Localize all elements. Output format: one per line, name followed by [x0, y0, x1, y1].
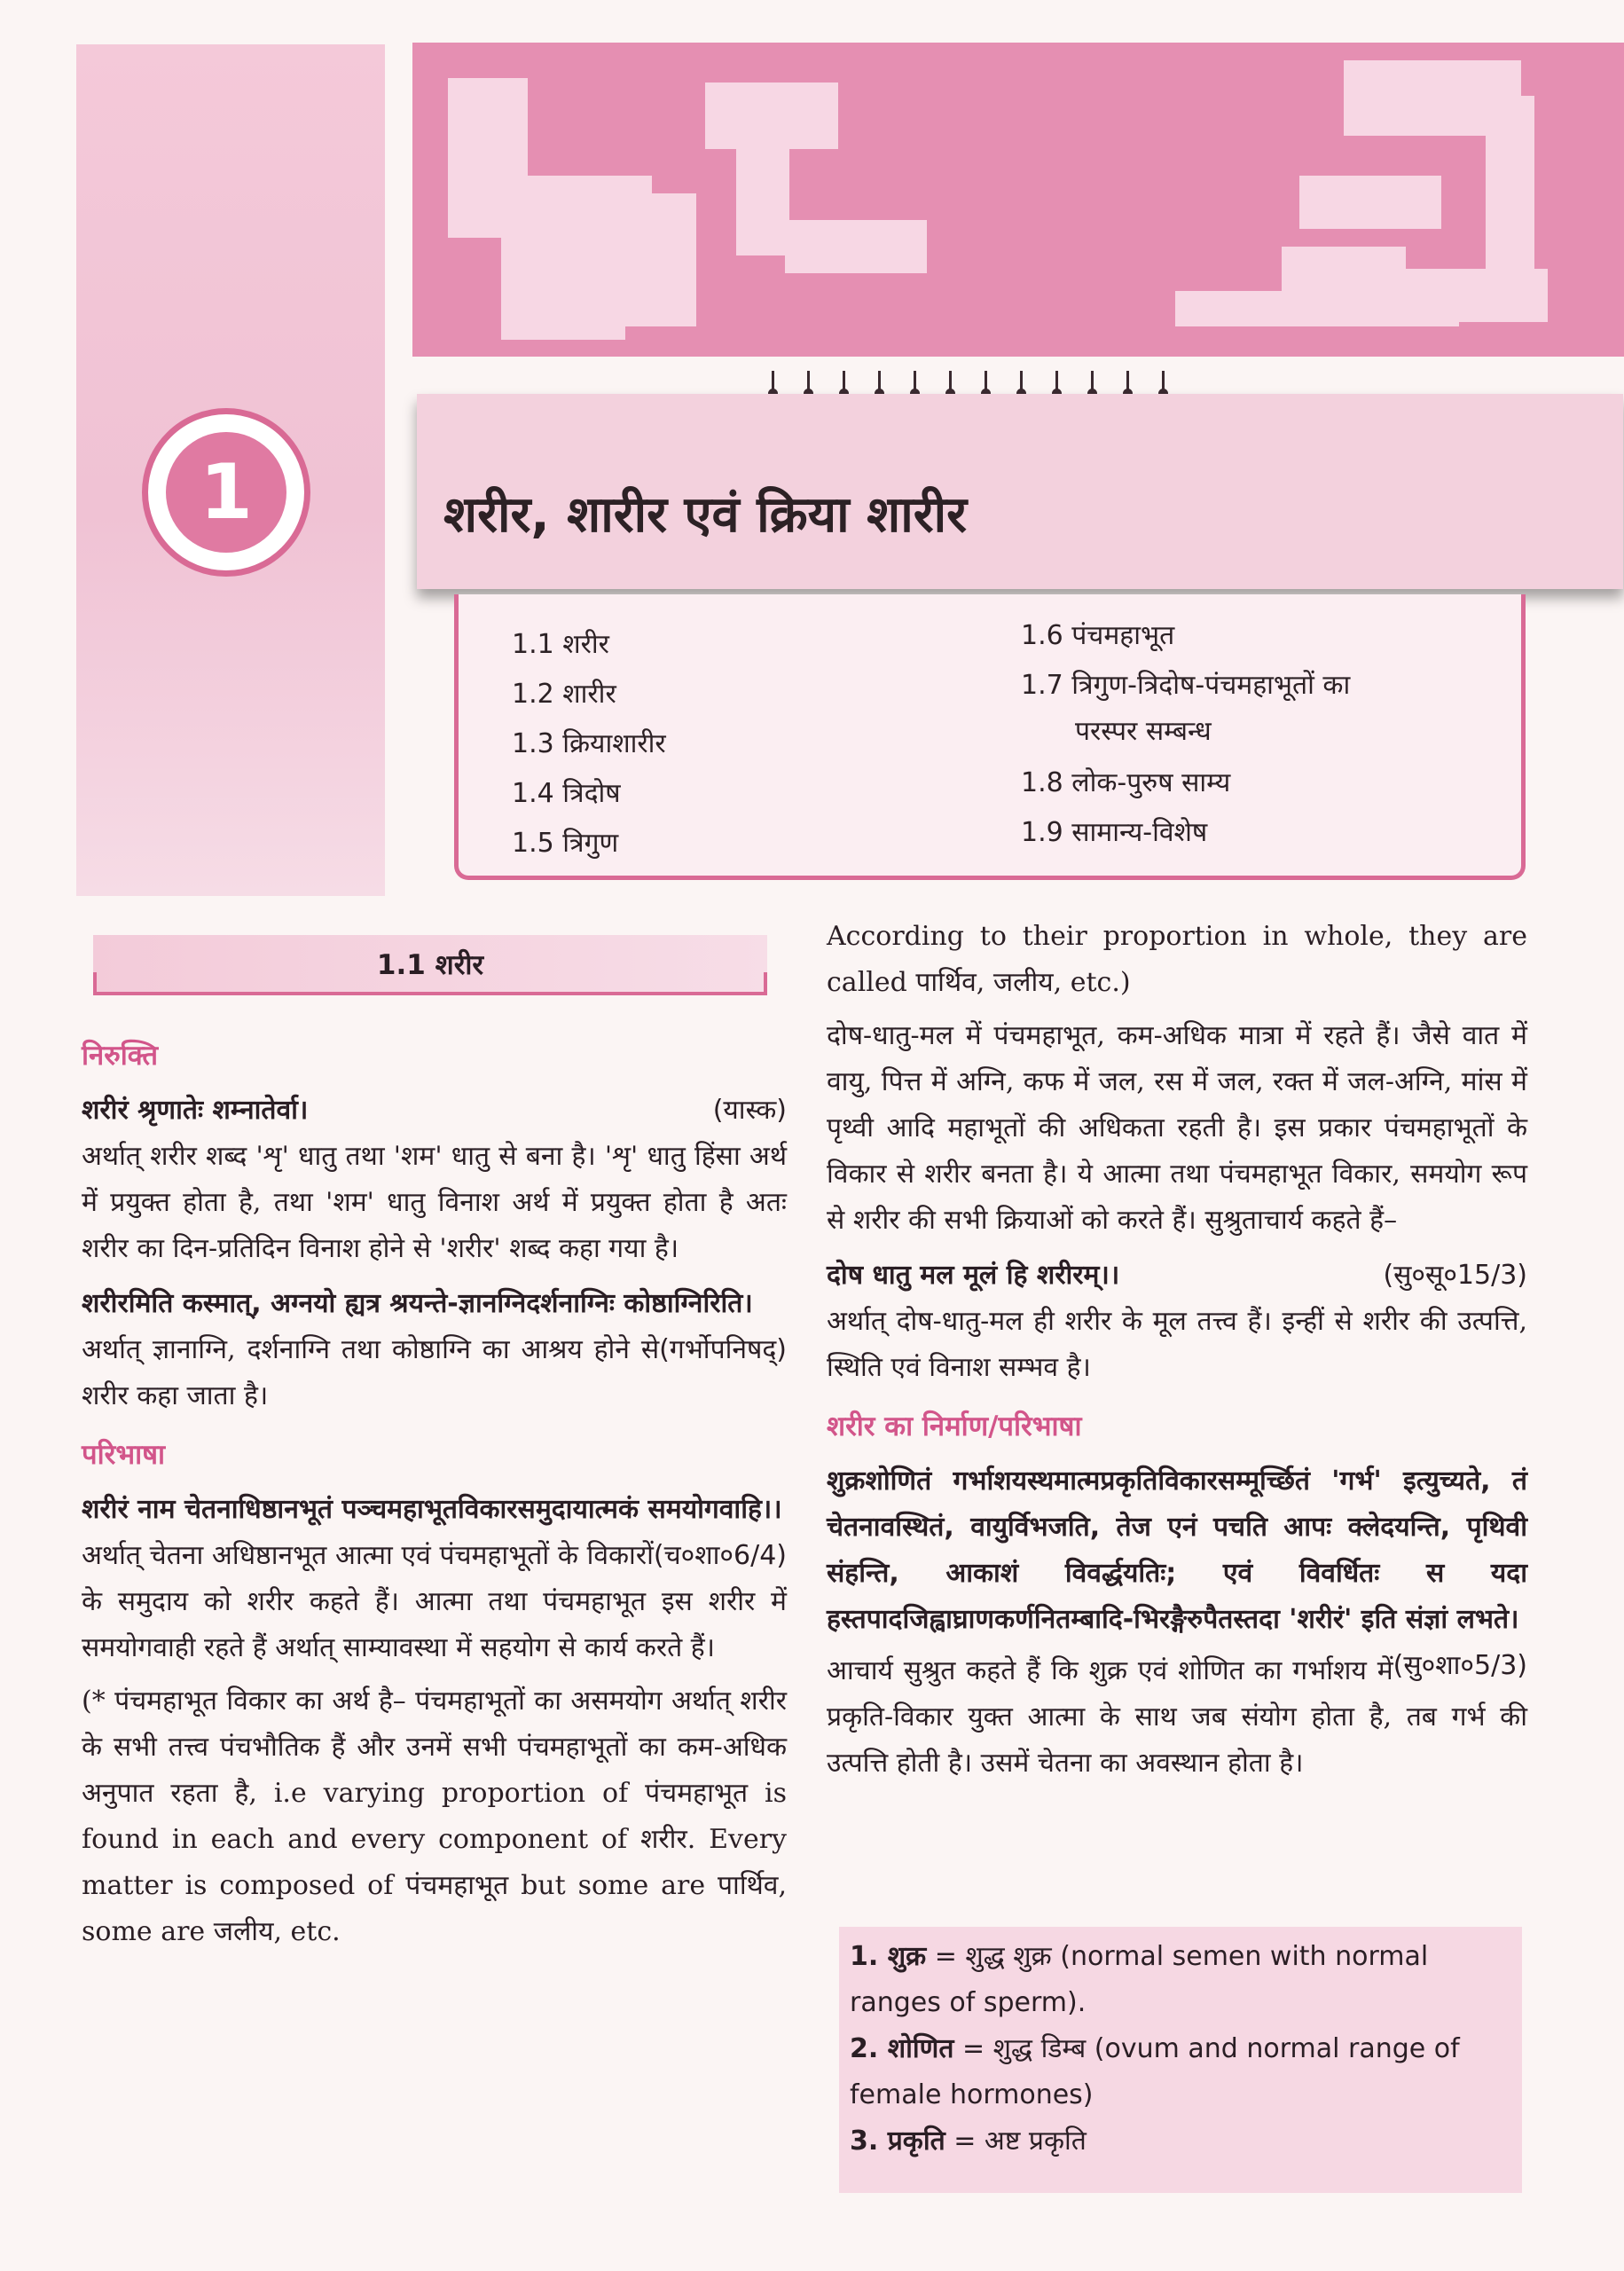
verse-text: शरीरं नाम चेतनाधिष्ठानभूतं पञ्चमहाभूतविकारसमुदायात्मकं समयोगवाहि।। — [82, 1494, 782, 1525]
toc-item: 1.3 क्रियाशारीर — [512, 728, 666, 759]
toc-item: 1.4 त्रिदोष — [512, 778, 621, 809]
toc-item: 1.5 त्रिगुण — [512, 828, 619, 859]
definition-text: = शुद्ध डिम्ब (ovum and normal range of female hormones) — [850, 2033, 1460, 2110]
toc-item: 1.6 पंचमहाभूत — [1021, 620, 1175, 651]
heading-paribhasha: परिभाषा — [82, 1439, 166, 1471]
definition-item — [850, 2118, 1506, 2165]
verse — [82, 1088, 787, 1134]
heading-nirukti: निरुक्ति — [82, 1040, 159, 1072]
definition-text: = शुद्ध शुक्र (normal semen with normal ranges of sperm). — [850, 1941, 1429, 2018]
definition-term: 3. प्रकृति — [850, 2126, 945, 2157]
verse-reference: (सु०शा०5/3) — [1393, 1650, 1527, 1681]
definition-term: 2. शोणित — [850, 2033, 954, 2064]
toc-item: 1.9 सामान्य-विशेष — [1021, 817, 1208, 848]
left-column — [82, 1020, 787, 1955]
definitions-box — [839, 1927, 1522, 2193]
chapter-title: शरीर, शारीर एवं क्रिया शारीर — [443, 486, 968, 544]
section-heading: 1.1 शरीर — [376, 949, 484, 981]
verse-reference: (गर्भोपनिषद्) — [659, 1334, 787, 1365]
chapter-number: 1 — [166, 432, 286, 553]
chapter-number-badge — [142, 408, 310, 577]
verse — [827, 1458, 1527, 1681]
toc-item: 1.1 शरीर — [512, 629, 609, 660]
definition-item — [850, 1934, 1506, 2026]
toc-item: 1.2 शारीर — [512, 679, 616, 710]
definition-item — [850, 2026, 1506, 2118]
definition-term: 1. शुक्र — [850, 1941, 927, 1972]
heading-nirman: शरीर का निर्माण/परिभाषा — [827, 1411, 1082, 1442]
verse-reference: (सु०सू०15/3) — [1383, 1260, 1527, 1291]
verse — [82, 1487, 787, 1571]
right-column — [827, 914, 1527, 1787]
verse-text: शरीरमिति कस्मात्, अग्नयो ह्यत्र श्रयन्ते-ज्ञानग्निदर्शनाग्निः कोष्ठाग्निरिति। — [82, 1288, 753, 1319]
paragraph: अर्थात् ज्ञानाग्नि, दर्शनाग्नि तथा कोष्ठाग्नि का आश्रय होने से शरीर कहा जाता है। — [82, 1334, 660, 1411]
toc-item: परस्पर सम्बन्ध — [1075, 716, 1212, 747]
verse-text: दोष धातु मल मूलं हि शरीरम्।। — [827, 1260, 1120, 1291]
verse — [82, 1281, 787, 1365]
paragraph: (* पंचमहाभूत विकार का अर्थ है– पंचमहाभूतों का असमयोग अर्थात् शरीर के सभी तत्त्व पंचभौतिक हैं और उनमें सभी पंचमहाभूतों का कम-अधिक अनुपात रहता है, i.e varying proportion of पंचमहाभूत is found in each and every component of शरीर. Every matter is composed of पंचमहाभूत but some are पार्थिव, some are जलीय, etc. — [82, 1686, 787, 1947]
chapter-banner — [412, 43, 1624, 357]
verse-reference: (यास्क) — [712, 1095, 787, 1126]
verse-reference: (च०शा०6/4) — [653, 1540, 787, 1571]
verse-text: शरीरं श्रृणातेः शम्नातेर्वा। — [82, 1095, 309, 1126]
paragraph: दोष-धातु-मल में पंचमहाभूत, कम-अधिक मात्रा में रहते हैं। जैसे वात में वायु, पित्त में अग्नि, कफ में जल, रस में जल, रक्त में जल-अग्नि, मांस में पृथ्वी आदि महाभूतों की अधिकता रहती है। इस प्रकार पंचमहाभूतों के विकार से शरीर बनता है। ये आत्मा तथा पंचमहाभूत विकार, समयोग रूप से शरीर की सभी क्रियाओं को करते हैं। सुश्रुताचार्य कहते हैं– — [827, 1020, 1527, 1236]
chapter-contents-box — [454, 594, 1526, 880]
section-heading-bar — [93, 935, 767, 995]
verse-text: शुक्रशोणितं गर्भाशयस्थमात्मप्रकृतिविकारसम्मूर्च्छितं 'गर्भ' इत्युच्यते, तं चेतनावस्थितं, वायुर्विभजति, तेज एनं पचति आपः क्लेदयन्ति, पृथिवी संहन्ति, आकाशं विवर्द्धयतिः; एवं विवर्धितः स यदा हस्तपादजिह्वाघ्राणकर्णनितम्बादि-भिरङ्गैरुपैतस्तदा 'शरीरं' इति संज्ञां लभते। — [827, 1466, 1527, 1635]
paragraph: According to their proportion in whole, they are called पार्थिव, जलीय, etc.) — [827, 921, 1527, 998]
paragraph: अर्थात् चेतना अधिष्ठानभूत आत्मा एवं पंचमहाभूतों के विकारों के समुदाय को शरीर कहते हैं। आत्मा तथा पंचमहाभूत इस शरीर में समयोगवाही रहते हैं अर्थात् साम्यावस्था में सहयोग से कार्य करते हैं। — [82, 1540, 787, 1663]
paragraph: अर्थात् दोष-धातु-मल ही शरीर के मूल तत्त्व हैं। इन्हीं से शरीर की उत्पत्ति, स्थिति एवं विनाश सम्भव है। — [827, 1306, 1527, 1383]
definition-text: = अष्ट प्रकृति — [945, 2126, 1087, 2157]
toc-item: 1.8 लोक-पुरुष साम्य — [1021, 767, 1231, 798]
toc-item: 1.7 त्रिगुण-त्रिदोष-पंचमहाभूतों का — [1021, 670, 1351, 701]
paragraph: आचार्य सुश्रुत कहते हैं कि शुक्र एवं शोणित का गर्भाशय में प्रकृति-विकार युक्त आत्मा के साथ जब संयोग होता है, तब गर्भ की उत्पत्ति होती है। उसमें चेतना का अवस्थान होता है। — [827, 1655, 1527, 1779]
verse — [827, 1253, 1527, 1299]
paragraph: अर्थात् शरीर शब्द 'शृ' धातु तथा 'शम' धातु से बना है। 'शृ' धातु हिंसा अर्थ में प्रयुक्त होता है, तथा 'शम' धातु विनाश अर्थ में प्रयुक्त होता है अतः शरीर का दिन-प्रतिदिन विनाश होने से 'शरीर' शब्द कहा गया है। — [82, 1141, 787, 1264]
